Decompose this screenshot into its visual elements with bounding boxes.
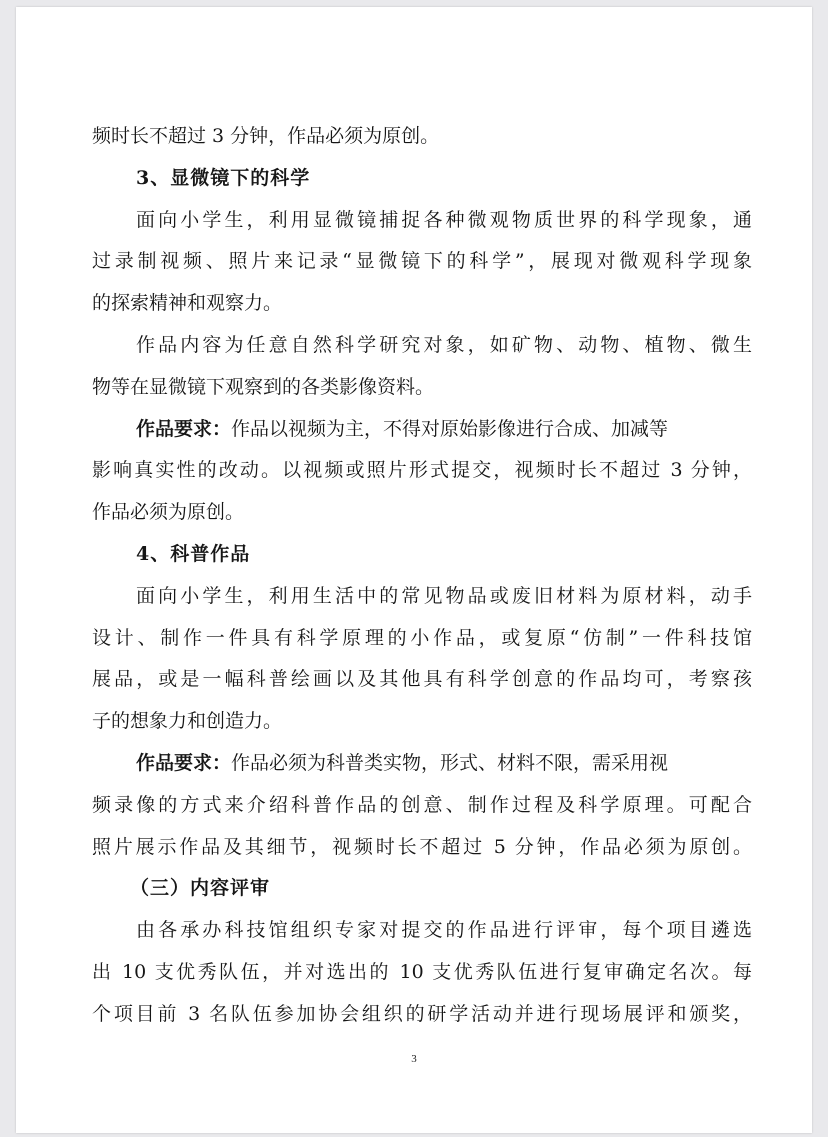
paragraph-line: 面向小学生，利用生活中的常见物品或废旧材料为原材料，动手 [136, 584, 752, 607]
paragraph-line: 设计、制作一件具有科学原理的小作品，或复原“仿制”一件科技馆 [92, 626, 752, 649]
requirement-text: 作品以视频为主，不得对原始影像进行合成、加减等 [231, 417, 669, 440]
paragraph-line: 频时长不超过 3 分钟，作品必须为原创。 [92, 125, 440, 147]
requirement-text: 作品必须为科普类实物，形式、材料不限，需采用视 [231, 751, 669, 774]
paragraph-line: 频录像的方式来介绍科普作品的创意、制作过程及科学原理。可配合 [92, 793, 752, 816]
paragraph-line: 的探索精神和观察力。 [92, 292, 283, 315]
paragraph-line: 展品，或是一幅科普绘画以及其他具有科学创意的作品均可，考察孩 [92, 668, 752, 691]
page-number: 3 [411, 1053, 417, 1065]
paragraph-line: 照片展示作品及其细节，视频时长不超过 5 分钟，作品必须为原创。 [92, 835, 752, 858]
requirement-label: 作品要求： [136, 751, 232, 774]
paragraph-line: 过录制视频、照片来记录“显微镜下的科学”，展现对微观科学现象 [92, 250, 752, 273]
paragraph-line: 面向小学生，利用显微镜捕捉各种微观物质世界的科学现象，通 [136, 208, 752, 231]
paragraph-line: 物等在显微镜下观察到的各类影像资料。 [92, 375, 435, 398]
section-heading-science-works: 4、科普作品 [136, 542, 251, 565]
requirement-label: 作品要求： [136, 417, 232, 440]
paragraph-line: 作品内容为任意自然科学研究对象，如矿物、动物、植物、微生 [136, 333, 752, 356]
paragraph-line: 个项目前 3 名队伍参加协会组织的研学活动并进行现场展评和颁奖， [92, 1002, 752, 1025]
paragraph-line: 子的想象力和创造力。 [92, 710, 283, 733]
section-heading-microscope: 3、显微镜下的科学 [136, 166, 311, 189]
document-body [92, 116, 752, 1036]
paragraph-line: 作品必须为原创。 [92, 501, 245, 524]
section-heading-review: （三）内容评审 [130, 877, 271, 900]
paragraph-line: 出 10 支优秀队伍，并对选出的 10 支优秀队伍进行复审确定名次。每 [92, 960, 752, 983]
paragraph-line: 影响真实性的改动。以视频或照片形式提交，视频时长不超过 3 分钟， [92, 459, 752, 482]
requirement-line [92, 743, 752, 785]
requirement-line [92, 409, 752, 451]
document-page [16, 7, 812, 1133]
paragraph-line: 由各承办科技馆组织专家对提交的作品进行评审，每个项目遴选 [136, 919, 752, 942]
